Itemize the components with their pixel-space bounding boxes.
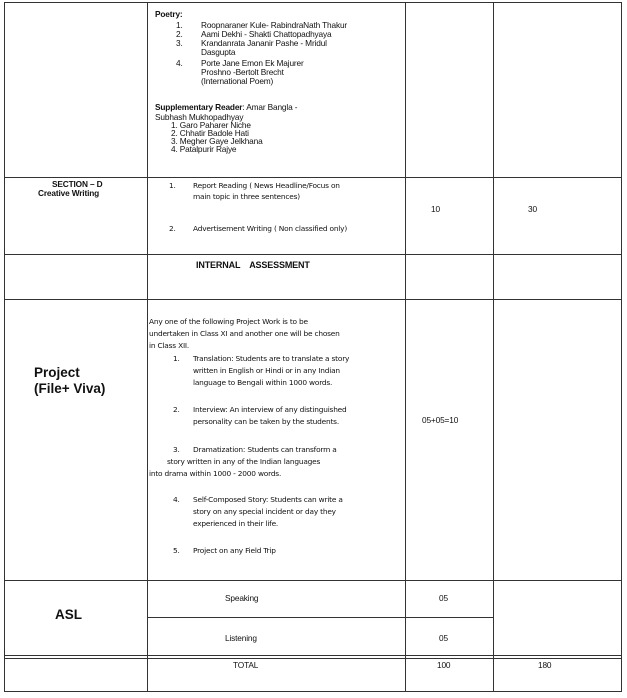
supplementary-book: : Amar Bangla - bbox=[242, 102, 298, 112]
table-rule bbox=[4, 177, 621, 178]
table-rule bbox=[147, 2, 148, 692]
list-item: 3. Megher Gaye Jelkhana bbox=[171, 136, 263, 146]
list-item: (International Poem) bbox=[201, 76, 274, 86]
speaking-label: Speaking bbox=[225, 593, 259, 603]
project-intro: Any one of the following Project Work is to be bbox=[149, 317, 308, 326]
total-periods: 180 bbox=[538, 660, 552, 670]
table-rule bbox=[4, 2, 621, 3]
list-item: written in English or Hindi or in any Indian bbox=[193, 366, 340, 375]
table-rule bbox=[493, 2, 494, 692]
list-item: 2. Chhatir Badole Hati bbox=[171, 128, 249, 138]
list-item: Project on any Field Trip bbox=[193, 546, 276, 555]
total-label: TOTAL bbox=[233, 660, 259, 670]
list-item-number: 4. bbox=[176, 58, 183, 68]
list-item-number: 1. bbox=[176, 20, 183, 30]
list-item: Interview: An interview of any distinguished bbox=[193, 405, 347, 414]
list-item-number: 2. bbox=[176, 29, 183, 39]
list-item: Dramatization: Students can transform a bbox=[193, 445, 337, 454]
asl-label: ASL bbox=[55, 607, 82, 622]
marks-cell: 05 bbox=[439, 633, 448, 643]
poetry-heading: Poetry: bbox=[155, 9, 183, 19]
list-item: Krandanrata Jananir Pashe - Mridul bbox=[201, 38, 327, 48]
list-item: into drama within 1000 - 2000 words. bbox=[149, 469, 282, 478]
list-item: personality can be taken by the students. bbox=[193, 417, 339, 426]
list-item-number: 2. bbox=[169, 224, 176, 233]
list-item-number: 1. bbox=[169, 181, 176, 190]
table-rule bbox=[4, 2, 5, 692]
list-item: experienced in their life. bbox=[193, 519, 279, 528]
table-rule bbox=[4, 658, 621, 659]
list-item: 4. Patalpurir Rajye bbox=[171, 144, 237, 154]
list-item: main topic in three sentences) bbox=[193, 192, 300, 201]
table-rule bbox=[4, 254, 621, 255]
list-item: Roopnaraner Kule- RabindraNath Thakur bbox=[201, 20, 348, 30]
list-item-number: 3. bbox=[173, 445, 180, 454]
marks-cell: 05 bbox=[439, 593, 448, 603]
list-item: Dasgupta bbox=[201, 47, 236, 57]
table-rule bbox=[4, 691, 621, 692]
table-rule bbox=[621, 2, 622, 692]
list-item: Report Reading ( News Headline/Focus on bbox=[193, 181, 340, 190]
periods-cell: 30 bbox=[528, 204, 537, 214]
internal-assessment-heading: INTERNAL ASSESSMENT bbox=[196, 260, 310, 270]
table-rule bbox=[147, 617, 493, 618]
total-marks: 100 bbox=[437, 660, 451, 670]
list-item-number: 4. bbox=[173, 495, 180, 504]
list-item: Porte Jane Emon Ek Majurer bbox=[201, 58, 304, 68]
project-intro: in Class XII. bbox=[149, 341, 190, 350]
list-item: Proshno -Bertolt Brecht bbox=[201, 67, 284, 77]
list-item: Advertisement Writing ( Non classified only) bbox=[193, 224, 348, 233]
table-rule bbox=[4, 299, 621, 300]
project-title: Project bbox=[34, 365, 80, 380]
list-item-number: 5. bbox=[173, 546, 180, 555]
list-item: story written in any of the Indian languages bbox=[167, 457, 321, 466]
supplementary-author: Subhash Mukhopadhyay bbox=[155, 112, 244, 122]
project-intro: undertaken in Class XI and another one will be chosen bbox=[149, 329, 340, 338]
supplementary-label: Supplementary Reader bbox=[155, 102, 243, 112]
marks-cell: 05+05=10 bbox=[422, 415, 459, 425]
list-item: story on any special incident or day they bbox=[193, 507, 336, 516]
list-item-number: 3. bbox=[176, 38, 183, 48]
table-rule bbox=[4, 580, 621, 581]
list-item: 1. Garo Paharer Niche bbox=[171, 120, 251, 130]
table-rule bbox=[4, 655, 621, 656]
list-item: Self-Composed Story: Students can write a bbox=[193, 495, 343, 504]
section-d-subheading: Creative Writing bbox=[38, 188, 100, 198]
list-item: Translation: Students are to translate a story bbox=[193, 354, 350, 363]
table-rule bbox=[405, 2, 406, 692]
list-item: language to Bengali within 1000 words. bbox=[193, 378, 333, 387]
project-subtitle: (File+ Viva) bbox=[34, 381, 106, 396]
list-item-number: 2. bbox=[173, 405, 180, 414]
list-item-number: 1. bbox=[173, 354, 180, 363]
list-item: Aami Dekhi - Shakti Chattopadhyaya bbox=[201, 29, 332, 39]
section-d-heading: SECTION – D bbox=[52, 179, 103, 189]
marks-cell: 10 bbox=[431, 204, 440, 214]
listening-label: Listening bbox=[225, 633, 257, 643]
supplementary-title bbox=[155, 103, 297, 111]
